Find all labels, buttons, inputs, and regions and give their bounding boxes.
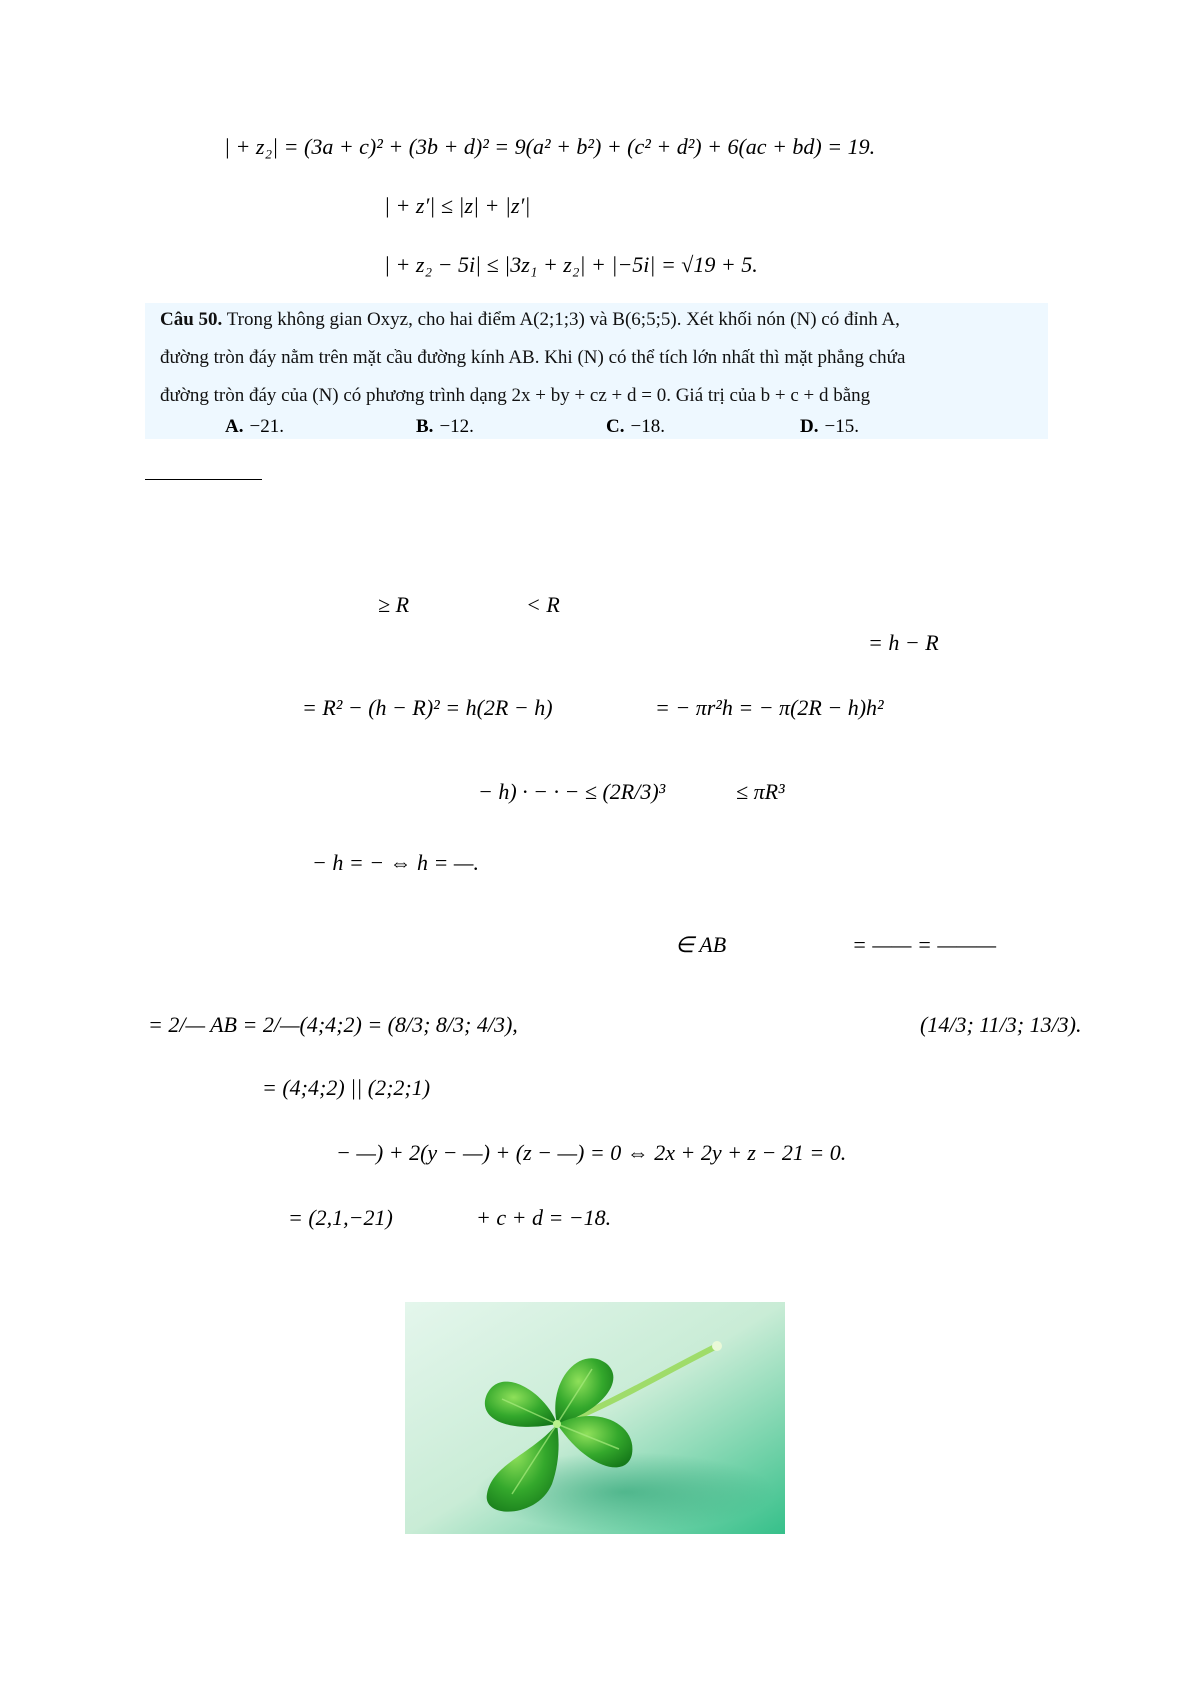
solution-fragment: − —) + 2(y − —) + (z − —) = 0 ⇔ 2x + 2y + z − 21 = 0. bbox=[336, 1140, 847, 1165]
solution-fragment: (14/3; 11/3; 13/3). bbox=[920, 1012, 1082, 1037]
solution-fragment: − h) · − · − ≤ (2R/3)³ bbox=[478, 779, 666, 804]
solution-fragment: = R² − (h − R)² = h(2R − h) bbox=[302, 695, 553, 720]
problem-label: Câu 50. bbox=[160, 309, 223, 330]
solution-fragment: = —— = ——— bbox=[852, 932, 996, 957]
answer-a: A. −21. bbox=[225, 416, 284, 437]
separator-line bbox=[145, 479, 262, 480]
solution-fragment: = (2,1,−21) bbox=[288, 1205, 393, 1230]
solution-fragment: = (4;4;2) || (2;2;1) bbox=[262, 1075, 431, 1100]
problem-line-3: đường tròn đáy của (N) có phương trình dạng 2x + by + cz + d = 0. Giá trị của b + c + d bằng bbox=[160, 385, 871, 406]
problem-line-2: đường tròn đáy nằm trên mặt cầu đường kính AB. Khi (N) có thể tích lớn nhất thì mặt phẳng chứa bbox=[160, 347, 906, 368]
answer-d: D. −15. bbox=[800, 416, 859, 437]
formula-line-2: | + z′| ≤ |z| + |z′| bbox=[384, 193, 531, 218]
solution-fragment: = 2/— AB = 2/—(4;4;2) = (8/3; 8/3; 4/3), bbox=[148, 1012, 518, 1037]
problem-line-1 bbox=[160, 308, 900, 332]
formula-line-3: | + z₂ − 5i| ≤ |3z₁ + z₂| + |−5i| = √19 + 5. bbox=[384, 252, 758, 277]
solution-fragment: = − πr²h = − π(2R − h)h² bbox=[655, 695, 884, 720]
answer-c: C. −18. bbox=[606, 416, 665, 437]
problem-text-1: Trong không gian Oxyz, cho hai điểm A(2;1;3) và B(6;5;5). Xét khối nón (N) có đỉnh A, bbox=[226, 309, 900, 330]
solution-fragment: ≥ R bbox=[378, 592, 410, 617]
solution-fragment: ∈ AB bbox=[675, 932, 727, 957]
solution-fragment: ≤ πR³ bbox=[736, 779, 785, 804]
solution-fragment: + c + d = −18. bbox=[476, 1205, 612, 1230]
clover-photo bbox=[405, 1302, 785, 1534]
solution-fragment: < R bbox=[526, 592, 560, 617]
clover-image bbox=[405, 1302, 785, 1534]
solution-fragment: = h − R bbox=[868, 630, 939, 655]
answer-b: B. −12. bbox=[416, 416, 474, 437]
solution-fragment: − h = − ⇔ h = —. bbox=[312, 850, 479, 875]
formula-line-1: | + z₂| = (3a + c)² + (3b + d)² = 9(a² + b²) + (c² + d²) + 6(ac + bd) = 19. bbox=[224, 134, 876, 159]
